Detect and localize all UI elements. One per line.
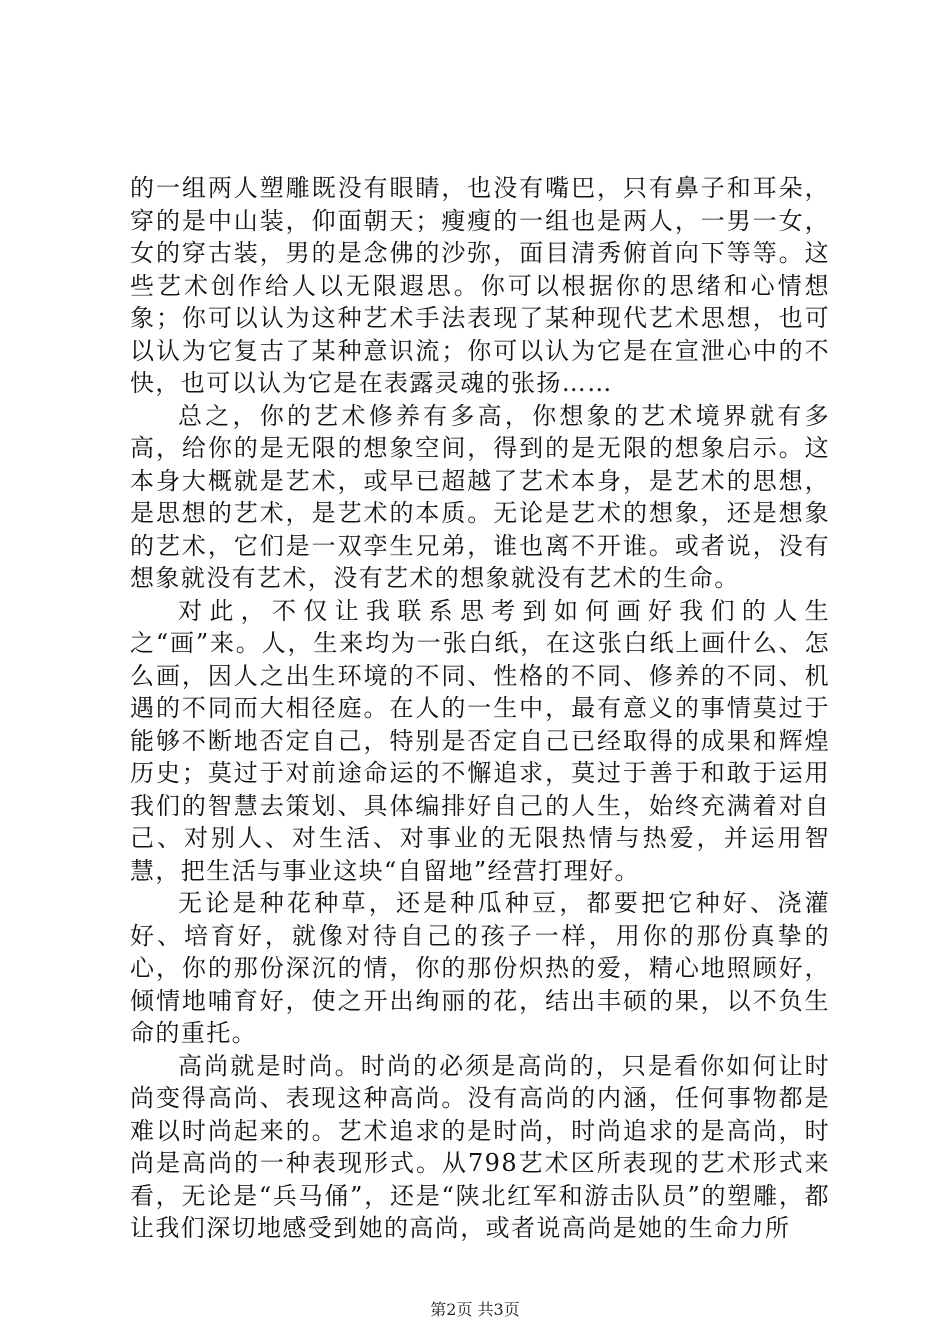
page-footer: 第2页 共3页: [430, 1300, 520, 1319]
paragraph-1: 的一组两人塑雕既没有眼睛，也没有嘴巴，只有鼻子和耳朵，穿的是中山装，仰面朝天；瘦瘦的一组也是两人，一男一女，女的穿古装，男的是念佛的沙弥，面目清秀俯首向下等等。这些艺术创作给人以无限遐思。你可以根据你的思绪和心情想象；你可以认为这种艺术手法表现了某种现代艺术思想，也可以认为它复古了某种意识流；你可以认为它是在宣泄心中的不快，也可以认为它是在表露灵魂的张扬……: [130, 174, 830, 397]
paragraph-3: 对此，不仅让我联系思考到如何画好我们的人生之“画”来。人，生来均为一张白纸，在这张白纸上画什么、怎么画，因人之出生环境的不同、性格的不同、修养的不同、机遇的不同而大相径庭。在人的一生中，最有意义的事情莫过于能够不断地否定自己，特别是否定自己已经取得的成果和辉煌历史；莫过于对前途命运的不懈追求，莫过于善于和敢于运用我们的智慧去策划、具体编排好自己的人生，始终充满着对自己、对别人、对生活、对事业的无限热情与热爱，并运用智慧，把生活与事业这块“自留地”经营打理好。: [130, 596, 830, 885]
body-text: [130, 172, 830, 1245]
paragraph-2: 总之，你的艺术修养有多高，你想象的艺术境界就有多高，给你的是无限的想象空间，得到的是无限的想象启示。这本身大概就是艺术，或早已超越了艺术本身，是艺术的思想，是思想的艺术，是艺术的本质。无论是艺术的想象，还是想象的艺术，它们是一双孪生兄弟，谁也离不开谁。或者说，没有想象就没有艺术，没有艺术的想象就没有艺术的生命。: [130, 401, 830, 592]
paragraph-4: 无论是种花种草，还是种瓜种豆，都要把它种好、浇灌好、培育好，就像对待自己的孩子一样，用你的那份真挚的心，你的那份深沉的情，你的那份炽热的爱，精心地照顾好，倾情地哺育好，使之开出绚丽的花，结出丰硕的果，以不负生命的重托。: [130, 889, 830, 1047]
paragraph-5: 高尚就是时尚。时尚的必须是高尚的，只是看你如何让时尚变得高尚、表现这种高尚。没有高尚的内涵，任何事物都是难以时尚起来的。艺术追求的是时尚，时尚追求的是高尚，时尚是高尚的一种表现形式。从798艺术区所表现的艺术形式来看，无论是“兵马俑”，还是“陕北红军和游击队员”的塑雕，都让我们深切地感受到她的高尚，或者说高尚是她的生命力所: [130, 1051, 830, 1242]
